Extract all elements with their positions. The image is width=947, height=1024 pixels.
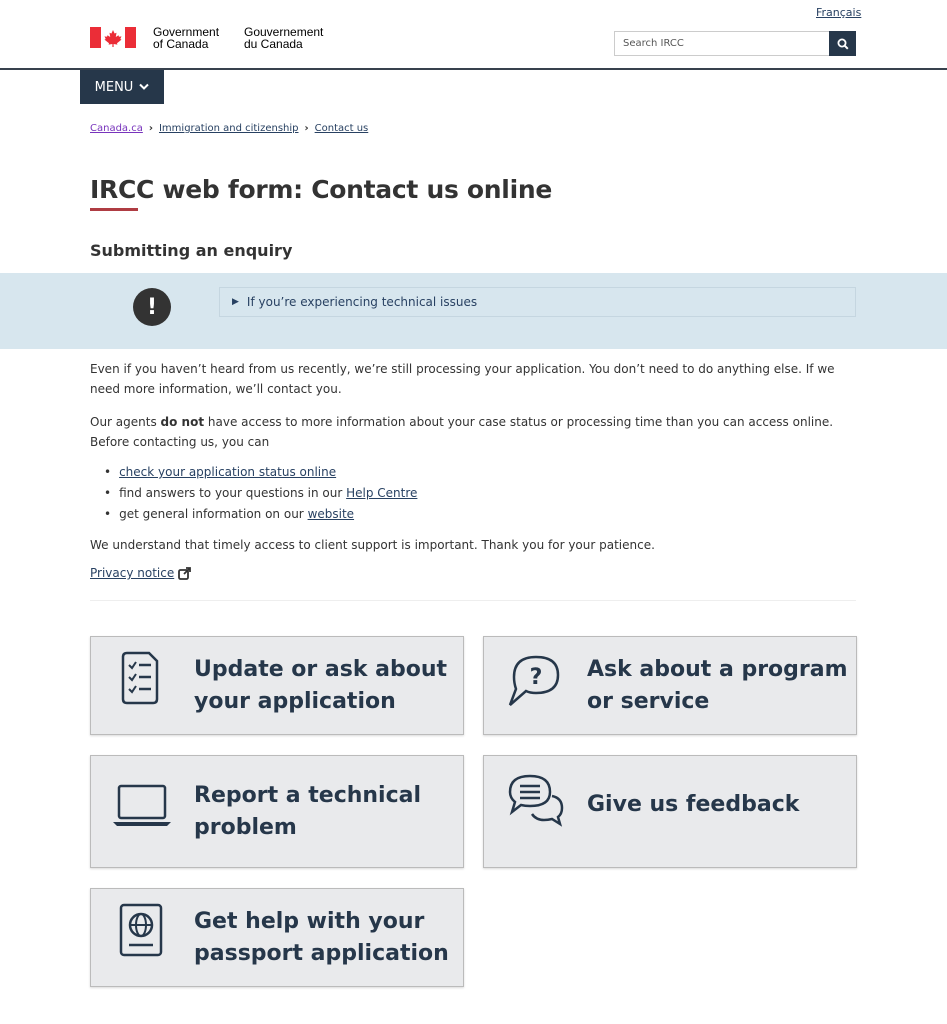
- give-feedback-card[interactable]: [483, 755, 857, 868]
- card-label: [194, 906, 449, 970]
- thanks-paragraph: We understand that timely access to client support is important. Thank you for your patience.: [90, 538, 655, 552]
- agents-paragraph: [90, 412, 860, 452]
- card-label-line1: Get help with your: [194, 909, 425, 934]
- menu-button[interactable]: [80, 70, 164, 104]
- passport-icon: [111, 899, 173, 961]
- help-centre-link[interactable]: Help Centre: [346, 486, 418, 500]
- laptop-icon: [111, 772, 173, 834]
- privacy-notice: [90, 563, 191, 583]
- search-input[interactable]: [614, 31, 829, 56]
- canada-flag-icon: [90, 27, 136, 48]
- menu-label: MENU: [94, 79, 134, 95]
- update-application-card[interactable]: [90, 636, 464, 735]
- list-item-text: find answers to your questions in our: [119, 486, 347, 500]
- website-link[interactable]: website: [307, 507, 355, 521]
- agents-prefix: Our agents: [90, 415, 161, 429]
- breadcrumb-separator-icon: ›: [148, 123, 153, 134]
- chevron-down-icon: [139, 83, 149, 91]
- options-list: [104, 462, 417, 525]
- external-link-icon: [178, 567, 191, 580]
- chat-bubbles-icon: [504, 768, 566, 830]
- passport-help-card[interactable]: [90, 888, 464, 987]
- language-toggle-link[interactable]: Français: [816, 6, 862, 19]
- search-button[interactable]: [829, 31, 856, 56]
- breadcrumb-contact[interactable]: Contact us: [314, 123, 369, 134]
- card-label: [587, 789, 799, 821]
- application-status-link[interactable]: check your application status online: [119, 465, 337, 479]
- card-label-line2: or service: [587, 689, 710, 714]
- breadcrumb: [90, 123, 368, 134]
- search-icon: [837, 38, 849, 50]
- ask-program-card[interactable]: [483, 636, 857, 735]
- page-title: IRCC web form: Contact us online: [90, 175, 552, 204]
- gov-en-line1: Government: [153, 25, 220, 39]
- card-label-line2: problem: [194, 815, 297, 840]
- question-bubble-icon: [504, 647, 566, 709]
- breadcrumb-canada[interactable]: Canada.ca: [90, 123, 143, 134]
- section-divider: [90, 600, 856, 601]
- agents-bold: do not: [160, 415, 205, 429]
- government-of-canada-wordmark-fr: [244, 26, 323, 50]
- card-label-line1: Report a technical: [194, 783, 422, 808]
- list-item: [104, 483, 417, 504]
- card-label: [194, 654, 447, 718]
- intro-paragraph: Even if you haven’t heard from us recently, we’re still processing your application. You don’t need to do anything else. If we need more information, we’ll contact you.: [90, 362, 835, 396]
- card-label-line1: Give us feedback: [587, 792, 800, 817]
- list-item-text: get general information on our: [119, 507, 308, 521]
- title-underline: [90, 208, 138, 211]
- report-technical-problem-card[interactable]: [90, 755, 464, 868]
- site-search: [614, 31, 856, 56]
- breadcrumb-separator-icon: ›: [304, 123, 309, 134]
- card-label-line1: Update or ask about: [194, 657, 448, 682]
- exclamation-icon: !: [133, 288, 171, 326]
- card-label-line2: passport application: [194, 941, 449, 966]
- government-of-canada-wordmark-en: [153, 26, 219, 50]
- expand-triangle-icon: ▶: [232, 297, 239, 307]
- card-label-line2: your application: [194, 689, 396, 714]
- card-label-line1: Ask about a program: [587, 657, 848, 682]
- technical-issues-details-toggle[interactable]: [219, 287, 856, 317]
- privacy-notice-link[interactable]: Privacy notice: [90, 566, 175, 580]
- section-heading: Submitting an enquiry: [90, 241, 293, 260]
- details-summary-label: If you’re experiencing technical issues: [246, 295, 478, 309]
- breadcrumb-immigration[interactable]: Immigration and citizenship: [158, 123, 299, 134]
- svg-text:?: ?: [529, 665, 543, 690]
- list-item: [104, 462, 417, 483]
- card-label: [194, 780, 421, 844]
- checklist-icon: [111, 647, 173, 709]
- gov-fr-line1: Gouvernement: [244, 25, 324, 39]
- gov-fr-line2: du Canada: [244, 37, 303, 51]
- list-item: [104, 504, 417, 525]
- agents-suffix: have access to more information about your case status or processing time than you can access online. Before contacting us, you can: [90, 415, 834, 449]
- gov-en-line2: of Canada: [153, 37, 209, 51]
- card-label: [587, 654, 848, 718]
